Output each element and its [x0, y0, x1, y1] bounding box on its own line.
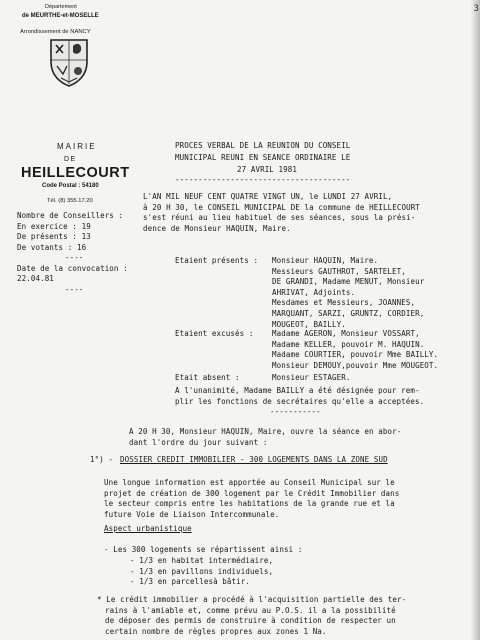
list-item: - 1/3 en parcellesà bâtir. — [130, 577, 250, 587]
de-label: DE — [64, 156, 77, 163]
absent-value: Monsieur ESTAGER. — [272, 373, 351, 382]
arrondissement: Arrondissement de NANCY — [20, 29, 91, 35]
text-line: A 20 H 30, Monsieur HAQUIN, Maire, ouvre la séance en abor- — [129, 427, 402, 436]
department-label: Département — [45, 4, 77, 10]
agenda-item-number: 1°) - — [90, 455, 114, 464]
text-line: Madame COURTIER, pouvoir Mme BAILLY. — [272, 350, 439, 360]
section-rule: ----------- — [270, 407, 321, 416]
list-item: - 1/3 en habitat intermédiaire, — [130, 556, 274, 565]
page-edge-mark: 3 — [473, 4, 479, 14]
intro-paragraph — [143, 192, 420, 234]
convocation-label: Date de la convocation : — [17, 264, 128, 273]
commune-name: HEILLECOURT — [21, 165, 130, 181]
text-line: certain nombre de règles propres aux zones 1 Na. — [105, 626, 327, 636]
text-line: * Le crédit immobilier a procédé à l'acquisition partielle des ter- — [97, 595, 407, 604]
title-rule: -------------------------------------- — [175, 175, 351, 184]
title-line-2: MUNICIPAL REUNI EN SEANCE ORDINAIRE LE — [175, 153, 351, 162]
agenda-item-title: DOSSIER CREDIT IMMOBILIER - 300 LOGEMENTS DANS LA ZONE SUD — [120, 455, 388, 464]
en-exercice: En exercice : 19 — [17, 221, 91, 231]
list-item: - 1/3 en pavillons individuels, — [130, 566, 274, 576]
page-edge — [471, 0, 480, 640]
postal-code: Code Postal : 54180 — [42, 183, 99, 189]
presents-label: Etaient présents : — [175, 256, 259, 265]
mairie-label: MAIRIE — [57, 142, 97, 151]
text-line: Madame AGERON, Monsieur VOSSART, — [272, 329, 420, 338]
nombre-conseillers: Nombre de Conseillers : — [17, 211, 124, 220]
text-line: DE GRANDI, Madame MENUT, Monsieur — [272, 277, 425, 287]
title-line-3: 27 AVRIL 1981 — [237, 165, 297, 174]
text-line: le secteur compris entre les habitations de la grande rue et la — [104, 499, 395, 509]
text-line: A l'unanimité, Madame BAILLY a été désignée pour rem- — [175, 386, 420, 395]
convocation-date: 22.04.81 — [17, 274, 54, 283]
opening-paragraph — [129, 427, 401, 448]
coat-of-arms-icon — [49, 38, 89, 88]
text-line: projet de création de 300 logement par le Crédit Immobilier dans — [104, 488, 400, 498]
telephone: Tél. (8) 355.17.20 — [47, 198, 93, 204]
text-line: Une longue information est apportée au Conseil Municipal sur le — [104, 478, 395, 487]
text-line: de déposer des permis de construire à condition de respecter un — [105, 616, 396, 626]
de-presents: De présents : 13 — [17, 232, 91, 242]
text-line: Monsieur DEMOUY,pouvoir Mme MOUGEOT. — [272, 360, 439, 370]
presents-list — [272, 256, 424, 330]
department-name: de MEURTHE-et-MOSELLE — [22, 13, 99, 19]
text-line: AHRIVAT, Adjoints. — [272, 287, 356, 297]
aspect-intro: - Les 300 logements se répartissent ainsi : — [104, 545, 303, 554]
text-line: s'est réuni au lieu habituel de ses séances, sous la prési- — [143, 213, 416, 223]
text-line: MOUGEOT, BAILLY. — [272, 319, 346, 329]
text-line: Mesdames et Messieurs, JOANNES, — [272, 298, 416, 308]
text-line: Madame KELLER, pouvoir M. HAQUIN. — [272, 339, 425, 349]
text-line: Messieurs GAUTHROT, SARTELET, — [272, 266, 406, 276]
separator: ---- — [65, 253, 84, 262]
excuses-label: Etaient excusés : — [175, 329, 254, 338]
item-paragraph — [104, 478, 399, 520]
separator: ---- — [65, 285, 84, 294]
meta-block — [17, 211, 123, 253]
credit-paragraph — [97, 595, 406, 637]
text-line: dant l'ordre du jour suivant : — [129, 437, 268, 447]
aspect-heading: Aspect urbanistique — [104, 524, 192, 533]
excuses-list — [272, 329, 438, 371]
text-line: future Voie de Liaison Intercommunale. — [104, 509, 280, 519]
title-line-1: PROCES VERBAL DE LA REUNION DU CONSEIL — [175, 141, 351, 150]
text-line: rains à l'amiable et, comme prévu au P.O.S. il a la possibilité — [105, 605, 396, 615]
absent-label: Etait absent : — [175, 373, 240, 382]
aspect-list — [130, 556, 273, 588]
de-votants: De votants : 16 — [17, 242, 87, 252]
text-line: L'AN MIL NEUF CENT QUATRE VINGT UN, le LUNDI 27 AVRIL, — [143, 192, 393, 201]
text-line: dence de Monsieur HAQUIN, Maire. — [143, 223, 291, 233]
text-line: MARQUANT, SARZI, GRUNTZ, CORDIER, — [272, 308, 425, 318]
text-line: à 20 H 30, le CONSEIL MUNICIPAL DE la commune de HEILLECOURT — [143, 202, 420, 212]
text-line: Monsieur HAQUIN, Maire. — [272, 256, 379, 265]
text-line: plir les fonctions de secrétaires qu'elle a acceptées. — [175, 396, 425, 406]
secretary-paragraph — [175, 386, 424, 407]
